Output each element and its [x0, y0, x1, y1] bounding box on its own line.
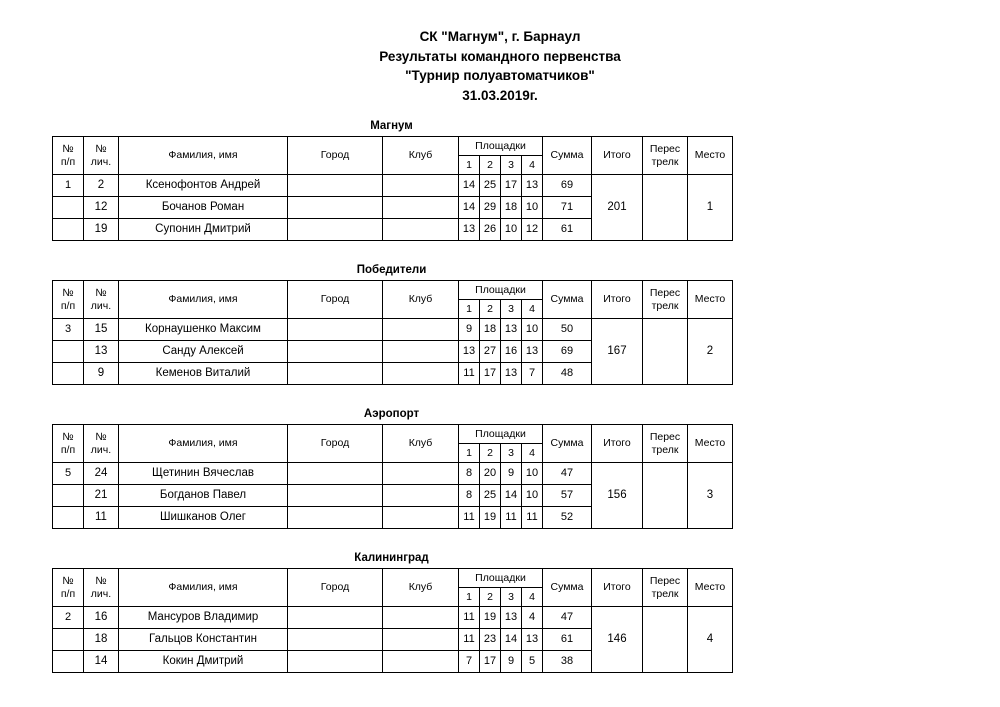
cell-athlete-name: Шишканов Олег: [119, 507, 288, 529]
cell-ground-score-3: 18: [501, 197, 522, 219]
header-cell-shootoff: [643, 425, 688, 463]
header-cell-city: Город: [288, 569, 383, 607]
team-section: [0, 119, 1000, 241]
cell-number-order-empty: [53, 341, 84, 363]
header-cell-shootoff: [643, 281, 688, 319]
results-table: [52, 424, 733, 529]
table-row: [53, 463, 733, 485]
cell-number-order-empty: [53, 197, 84, 219]
header-shootoff-line1: Перес: [649, 430, 681, 443]
header-cell-number-order: [53, 281, 84, 319]
header-row-primary: [53, 281, 733, 300]
header-nlich-line1: №: [95, 286, 107, 299]
cell-athlete-name: Кокин Дмитрий: [119, 651, 288, 673]
cell-sum: 47: [543, 607, 592, 629]
cell-ground-score-4: 12: [522, 219, 543, 241]
header-npp-line1: №: [62, 430, 74, 443]
cell-ground-score-1: 7: [459, 651, 480, 673]
cell-ground-score-4: 5: [522, 651, 543, 673]
cell-athlete-name: Богданов Павел: [119, 485, 288, 507]
cell-personal-number: 18: [84, 629, 119, 651]
cell-number-order-empty: [53, 219, 84, 241]
cell-number-order-empty: [53, 485, 84, 507]
cell-number-order-empty: [53, 363, 84, 385]
cell-number-order: 3: [53, 319, 84, 341]
cell-ground-score-2: 17: [480, 651, 501, 673]
header-cell-total: Итого: [592, 281, 643, 319]
cell-club: [383, 463, 459, 485]
cell-ground-score-4: 13: [522, 175, 543, 197]
header-nlich-line2: лич.: [90, 587, 112, 600]
header-npp-line2: п/п: [60, 443, 76, 456]
cell-ground-score-3: 10: [501, 219, 522, 241]
cell-ground-score-1: 11: [459, 363, 480, 385]
cell-ground-score-2: 23: [480, 629, 501, 651]
cell-personal-number: 24: [84, 463, 119, 485]
cell-place: 2: [688, 319, 733, 385]
header-cell-club: Клуб: [383, 425, 459, 463]
header-cell-sum: Сумма: [543, 569, 592, 607]
cell-city: [288, 219, 383, 241]
cell-shootoff: [643, 319, 688, 385]
team-section: [0, 407, 1000, 529]
header-cell-shootoff: [643, 569, 688, 607]
header-cell-grounds-group: Площадки: [459, 425, 543, 444]
cell-city: [288, 363, 383, 385]
cell-athlete-name: Гальцов Константин: [119, 629, 288, 651]
results-table-wrapper: [0, 568, 1000, 673]
cell-club: [383, 485, 459, 507]
header-cell-ground-3: 3: [501, 156, 522, 175]
cell-club: [383, 629, 459, 651]
header-cell-ground-3: 3: [501, 300, 522, 319]
header-cell-sum: Сумма: [543, 281, 592, 319]
cell-place: 3: [688, 463, 733, 529]
results-table-wrapper: [0, 280, 1000, 385]
cell-ground-score-1: 8: [459, 463, 480, 485]
cell-sum: 69: [543, 175, 592, 197]
results-table-wrapper: [0, 424, 1000, 529]
cell-personal-number: 21: [84, 485, 119, 507]
cell-ground-score-4: 10: [522, 197, 543, 219]
header-npp-line2: п/п: [60, 299, 76, 312]
cell-club: [383, 219, 459, 241]
cell-sum: 38: [543, 651, 592, 673]
cell-athlete-name: Санду Алексей: [119, 341, 288, 363]
team-name-heading: Победители: [356, 264, 427, 276]
header-cell-ground-4: 4: [522, 300, 543, 319]
cell-club: [383, 363, 459, 385]
header-cell-club: Клуб: [383, 569, 459, 607]
cell-place: 1: [688, 175, 733, 241]
cell-ground-score-1: 11: [459, 607, 480, 629]
cell-ground-score-1: 11: [459, 629, 480, 651]
cell-number-order-empty: [53, 651, 84, 673]
cell-ground-score-2: 25: [480, 175, 501, 197]
cell-number-order: 5: [53, 463, 84, 485]
header-shootoff-line2: трелк: [651, 587, 679, 600]
header-cell-ground-2: 2: [480, 300, 501, 319]
cell-city: [288, 175, 383, 197]
header-cell-name: Фамилия, имя: [119, 569, 288, 607]
cell-club: [383, 175, 459, 197]
cell-ground-score-1: 9: [459, 319, 480, 341]
cell-sum: 57: [543, 485, 592, 507]
cell-ground-score-1: 11: [459, 507, 480, 529]
results-table-body: [53, 607, 733, 673]
header-cell-ground-3: 3: [501, 444, 522, 463]
cell-ground-score-2: 19: [480, 507, 501, 529]
header-cell-ground-2: 2: [480, 588, 501, 607]
cell-city: [288, 319, 383, 341]
header-nlich-line1: №: [95, 430, 107, 443]
cell-place: 4: [688, 607, 733, 673]
header-cell-ground-3: 3: [501, 588, 522, 607]
team-name-heading: Аэропорт: [363, 408, 420, 420]
header-row-primary: [53, 425, 733, 444]
title-line-event: "Турнир полуавтоматчиков": [405, 68, 595, 83]
cell-athlete-name: Кеменов Виталий: [119, 363, 288, 385]
cell-number-order: 1: [53, 175, 84, 197]
cell-team-total: 167: [592, 319, 643, 385]
header-cell-city: Город: [288, 137, 383, 175]
header-cell-ground-1: 1: [459, 588, 480, 607]
cell-sum: 71: [543, 197, 592, 219]
header-cell-grounds-group: Площадки: [459, 569, 543, 588]
cell-ground-score-4: 11: [522, 507, 543, 529]
table-row: [53, 319, 733, 341]
header-npp-line2: п/п: [60, 155, 76, 168]
results-table-header: [53, 281, 733, 319]
header-cell-ground-1: 1: [459, 300, 480, 319]
cell-personal-number: 12: [84, 197, 119, 219]
cell-club: [383, 507, 459, 529]
cell-city: [288, 629, 383, 651]
cell-ground-score-2: 17: [480, 363, 501, 385]
team-section: [0, 551, 1000, 673]
header-nlich-line1: №: [95, 142, 107, 155]
header-row-primary: [53, 569, 733, 588]
header-cell-personal-number: [84, 137, 119, 175]
cell-ground-score-1: 14: [459, 175, 480, 197]
cell-ground-score-2: 20: [480, 463, 501, 485]
header-cell-grounds-group: Площадки: [459, 281, 543, 300]
cell-number-order: 2: [53, 607, 84, 629]
cell-city: [288, 651, 383, 673]
header-cell-total: Итого: [592, 425, 643, 463]
cell-sum: 48: [543, 363, 592, 385]
cell-city: [288, 341, 383, 363]
header-cell-place: Место: [688, 137, 733, 175]
header-npp-line1: №: [62, 286, 74, 299]
header-shootoff-line2: трелк: [651, 299, 679, 312]
cell-ground-score-4: 10: [522, 485, 543, 507]
header-shootoff-line2: трелк: [651, 443, 679, 456]
header-shootoff-line2: трелк: [651, 155, 679, 168]
header-cell-total: Итого: [592, 569, 643, 607]
header-npp-line2: п/п: [60, 587, 76, 600]
cell-ground-score-2: 26: [480, 219, 501, 241]
header-cell-club: Клуб: [383, 137, 459, 175]
title-line-date: 31.03.2019г.: [462, 87, 538, 103]
cell-ground-score-1: 8: [459, 485, 480, 507]
title-line-organization: СК "Магнум", г. Барнаул: [419, 29, 581, 44]
header-cell-grounds-group: Площадки: [459, 137, 543, 156]
cell-ground-score-4: 4: [522, 607, 543, 629]
header-cell-city: Город: [288, 281, 383, 319]
cell-ground-score-3: 13: [501, 319, 522, 341]
cell-number-order-empty: [53, 507, 84, 529]
header-cell-number-order: [53, 425, 84, 463]
header-cell-ground-2: 2: [480, 156, 501, 175]
cell-team-total: 201: [592, 175, 643, 241]
header-cell-club: Клуб: [383, 281, 459, 319]
header-shootoff-line1: Перес: [649, 574, 681, 587]
header-npp-line1: №: [62, 574, 74, 587]
cell-ground-score-2: 18: [480, 319, 501, 341]
header-cell-total: Итого: [592, 137, 643, 175]
cell-city: [288, 607, 383, 629]
cell-city: [288, 507, 383, 529]
header-cell-ground-4: 4: [522, 156, 543, 175]
cell-club: [383, 319, 459, 341]
header-cell-ground-1: 1: [459, 444, 480, 463]
table-row: [53, 175, 733, 197]
header-cell-ground-4: 4: [522, 588, 543, 607]
header-npp-line1: №: [62, 142, 74, 155]
cell-ground-score-1: 13: [459, 341, 480, 363]
cell-club: [383, 197, 459, 219]
results-table-body: [53, 319, 733, 385]
header-nlich-line2: лич.: [90, 443, 112, 456]
results-table: [52, 280, 733, 385]
header-cell-number-order: [53, 137, 84, 175]
cell-sum: 69: [543, 341, 592, 363]
cell-personal-number: 2: [84, 175, 119, 197]
header-cell-personal-number: [84, 569, 119, 607]
table-row: [53, 607, 733, 629]
cell-shootoff: [643, 607, 688, 673]
header-cell-personal-number: [84, 425, 119, 463]
cell-sum: 47: [543, 463, 592, 485]
title-line-subtitle: Результаты командного первенства: [379, 48, 621, 64]
cell-sum: 50: [543, 319, 592, 341]
cell-ground-score-1: 14: [459, 197, 480, 219]
header-cell-sum: Сумма: [543, 137, 592, 175]
cell-team-total: 146: [592, 607, 643, 673]
cell-ground-score-2: 27: [480, 341, 501, 363]
results-table-wrapper: [0, 136, 1000, 241]
cell-ground-score-3: 14: [501, 629, 522, 651]
header-cell-place: Место: [688, 425, 733, 463]
results-table-header: [53, 569, 733, 607]
cell-personal-number: 16: [84, 607, 119, 629]
cell-sum: 52: [543, 507, 592, 529]
cell-shootoff: [643, 463, 688, 529]
cell-personal-number: 14: [84, 651, 119, 673]
cell-athlete-name: Корнаушенко Максим: [119, 319, 288, 341]
cell-personal-number: 15: [84, 319, 119, 341]
team-section: [0, 263, 1000, 385]
team-name-heading: Магнум: [370, 120, 413, 132]
header-cell-ground-1: 1: [459, 156, 480, 175]
cell-ground-score-2: 19: [480, 607, 501, 629]
cell-number-order-empty: [53, 629, 84, 651]
cell-athlete-name: Щетинин Вячеслав: [119, 463, 288, 485]
results-table-body: [53, 463, 733, 529]
cell-ground-score-3: 13: [501, 363, 522, 385]
header-cell-place: Место: [688, 569, 733, 607]
results-table-header: [53, 425, 733, 463]
header-cell-shootoff: [643, 137, 688, 175]
cell-ground-score-1: 13: [459, 219, 480, 241]
cell-personal-number: 11: [84, 507, 119, 529]
cell-ground-score-2: 25: [480, 485, 501, 507]
cell-sum: 61: [543, 629, 592, 651]
cell-athlete-name: Бочанов Роман: [119, 197, 288, 219]
cell-athlete-name: Мансуров Владимир: [119, 607, 288, 629]
cell-ground-score-4: 13: [522, 341, 543, 363]
header-cell-city: Город: [288, 425, 383, 463]
header-cell-number-order: [53, 569, 84, 607]
cell-sum: 61: [543, 219, 592, 241]
header-nlich-line2: лич.: [90, 299, 112, 312]
results-table: [52, 136, 733, 241]
header-nlich-line1: №: [95, 574, 107, 587]
cell-ground-score-4: 13: [522, 629, 543, 651]
header-cell-name: Фамилия, имя: [119, 137, 288, 175]
cell-city: [288, 485, 383, 507]
header-cell-personal-number: [84, 281, 119, 319]
header-cell-ground-2: 2: [480, 444, 501, 463]
cell-ground-score-3: 17: [501, 175, 522, 197]
cell-personal-number: 19: [84, 219, 119, 241]
header-shootoff-line1: Перес: [649, 142, 681, 155]
cell-personal-number: 13: [84, 341, 119, 363]
cell-team-total: 156: [592, 463, 643, 529]
results-table-header: [53, 137, 733, 175]
team-results-sections: [0, 119, 1000, 673]
cell-personal-number: 9: [84, 363, 119, 385]
results-table-body: [53, 175, 733, 241]
cell-ground-score-3: 11: [501, 507, 522, 529]
cell-city: [288, 463, 383, 485]
header-cell-name: Фамилия, имя: [119, 281, 288, 319]
header-row-primary: [53, 137, 733, 156]
results-table: [52, 568, 733, 673]
header-cell-ground-4: 4: [522, 444, 543, 463]
cell-club: [383, 651, 459, 673]
cell-ground-score-2: 29: [480, 197, 501, 219]
cell-club: [383, 607, 459, 629]
header-cell-place: Место: [688, 281, 733, 319]
team-name-heading: Калининград: [354, 552, 429, 564]
header-cell-sum: Сумма: [543, 425, 592, 463]
header-shootoff-line1: Перес: [649, 286, 681, 299]
cell-ground-score-3: 13: [501, 607, 522, 629]
document-title-block: [0, 0, 1000, 105]
cell-ground-score-4: 10: [522, 463, 543, 485]
cell-ground-score-3: 14: [501, 485, 522, 507]
header-cell-name: Фамилия, имя: [119, 425, 288, 463]
header-nlich-line2: лич.: [90, 155, 112, 168]
cell-shootoff: [643, 175, 688, 241]
cell-athlete-name: Супонин Дмитрий: [119, 219, 288, 241]
cell-athlete-name: Ксенофонтов Андрей: [119, 175, 288, 197]
cell-ground-score-4: 10: [522, 319, 543, 341]
cell-ground-score-3: 16: [501, 341, 522, 363]
cell-ground-score-4: 7: [522, 363, 543, 385]
cell-ground-score-3: 9: [501, 651, 522, 673]
cell-city: [288, 197, 383, 219]
cell-club: [383, 341, 459, 363]
cell-ground-score-3: 9: [501, 463, 522, 485]
